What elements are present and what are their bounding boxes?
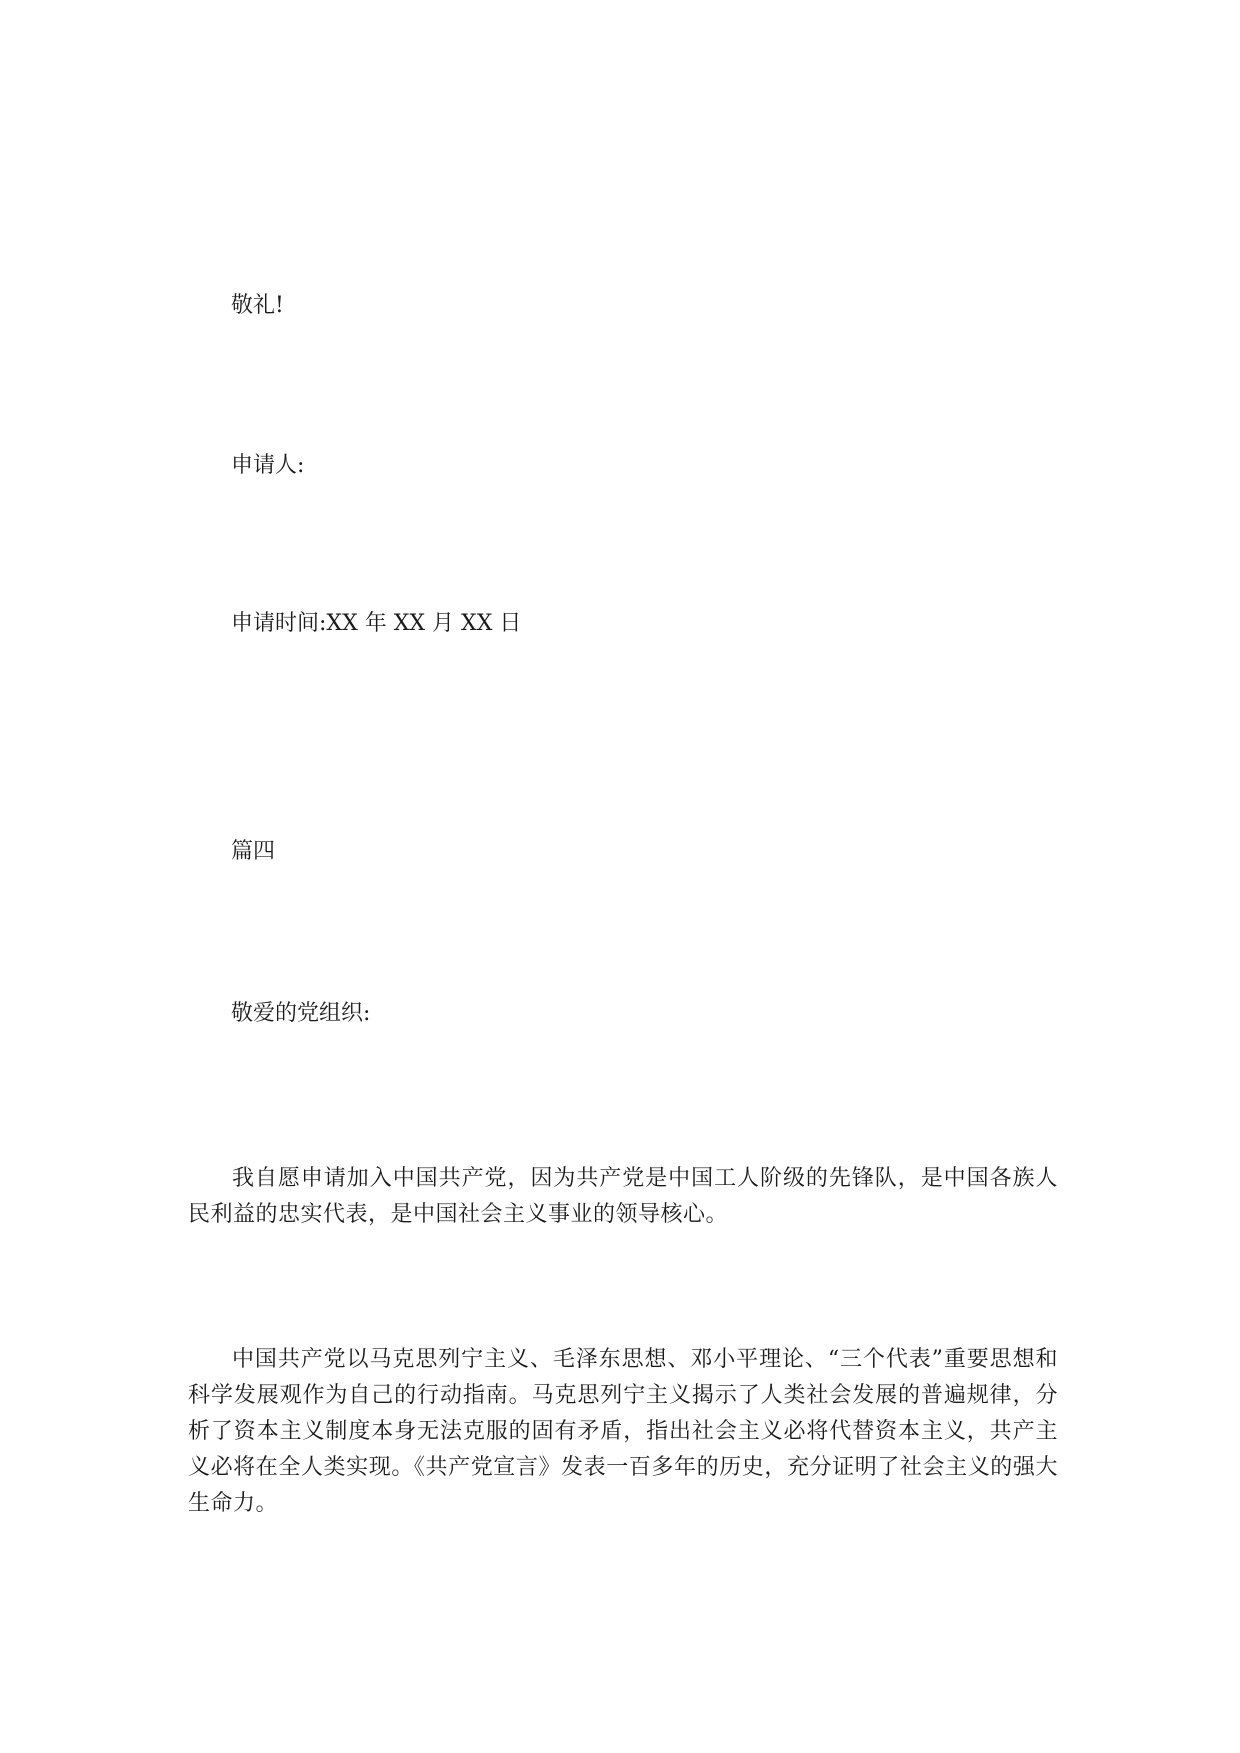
closing-line: 敬礼! bbox=[231, 293, 284, 318]
section-heading: 篇四 bbox=[231, 839, 276, 864]
applicant-label: 申请人: bbox=[231, 453, 305, 478]
paragraph-2: 中国共产党以马克思列宁主义、毛泽东思想、邓小平理论、“三个代表”重要思想和科学发展观作为自己的行动指南。马克思列宁主义揭示了人类社会发展的普遍规律，分析了资本主义制度本身无法克服的固有矛盾，指出社会主义必将代替资本主义，共产主义必将在全人类实现。《共产党宣言》发表一百多年的历史，充分证明了社会主义的强大生命力。 bbox=[188, 1347, 1058, 1516]
paragraph-1: 我自愿申请加入中国共产党，因为共产党是中国工人阶级的先锋队，是中国各族人民利益的忠实代表，是中国社会主义事业的领导核心。 bbox=[188, 1166, 1058, 1227]
application-date: 申请时间:XX 年 XX 月 XX 日 bbox=[231, 611, 522, 636]
salutation: 敬爱的党组织: bbox=[231, 1001, 371, 1026]
